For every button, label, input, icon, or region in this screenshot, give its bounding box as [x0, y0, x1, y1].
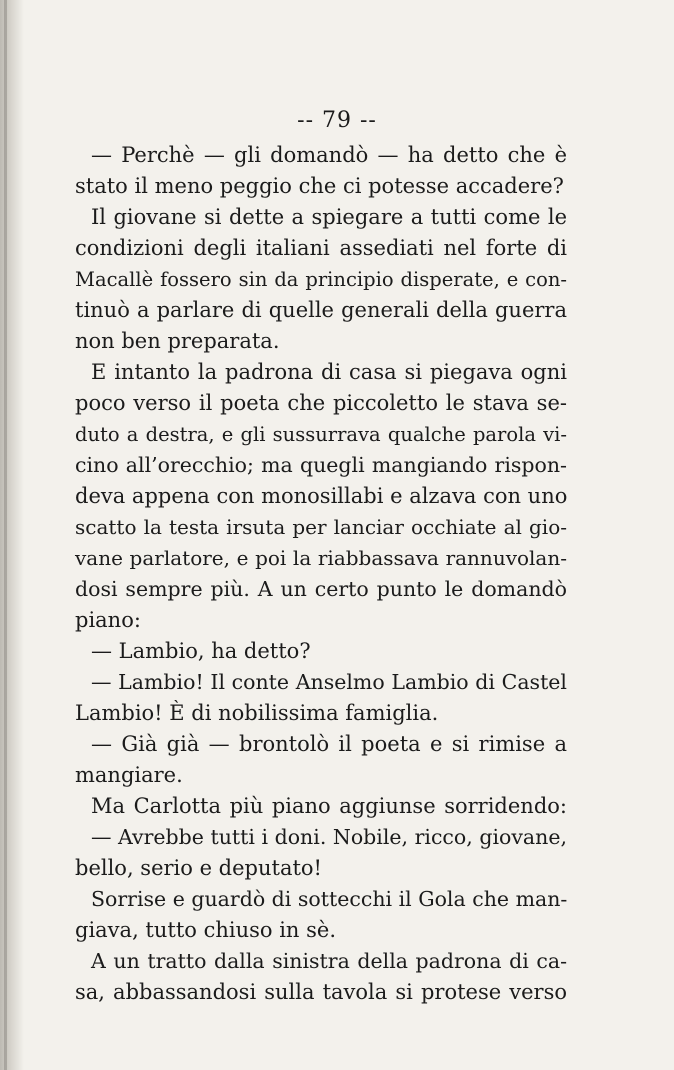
text-line: Ma Carlotta più piano aggiunse sorridendo: [91, 794, 567, 818]
text-line: — Lambio, ha detto? [91, 639, 311, 663]
text-line: — Già già — brontolò il poeta e si rimise a [91, 732, 567, 756]
text-line: dosi sempre più. A un certo punto le domandò [75, 577, 567, 601]
text-line: duto a destra, e gli sussurrava qualche parola vi- [75, 423, 567, 446]
text-line: A un tratto dalla sinistra della padrona di ca- [91, 949, 567, 973]
text-line: Il giovane si dette a spiegare a tutti come le [91, 205, 567, 229]
text-line: deva appena con monosillabi e alzava con uno [75, 484, 568, 508]
text-line: — Lambio! Il conte Anselmo Lambio di Castel [91, 670, 567, 694]
text-line: Sorrise e guardò di sottecchi il Gola che man- [91, 887, 568, 911]
text-line: giava, tutto chiuso in sè. [75, 918, 336, 942]
text-line: sa, abbassandosi sulla tavola si protese verso [75, 980, 567, 1004]
text-line: stato il meno peggio che ci potesse accadere? [75, 174, 564, 198]
body-text [75, 140, 567, 1008]
text-line: Lambio! È di nobilissima famiglia. [75, 701, 439, 725]
text-line: scatto la testa irsuta per lanciar occhiate al gio- [75, 515, 567, 539]
text-line: poco verso il poeta che piccoletto le stava se- [75, 391, 567, 415]
text-line: condizioni degli italiani assediati nel forte di [75, 236, 567, 260]
text-line: — Avrebbe tutti i doni. Nobile, ricco, giovane, [91, 825, 567, 849]
text-line: vane parlatore, e poi la riabbassava rannuvolan- [75, 546, 567, 570]
page-number: -- 79 -- [297, 108, 377, 133]
text-line: tinuò a parlare di quelle generali della guerra [75, 298, 567, 322]
text-line: cino all’orecchio; ma quegli mangiando rispon- [75, 453, 567, 477]
text-line: non ben preparata. [75, 329, 280, 353]
text-line: E intanto la padrona di casa si piegava ogni [91, 360, 567, 384]
text-line: — Perchè — gli domandò — ha detto che è [91, 143, 567, 167]
text-line: mangiare. [75, 763, 183, 787]
book-binding-edge [4, 0, 7, 1070]
text-line: piano: [75, 608, 141, 632]
text-line: bello, serio e deputato! [75, 856, 322, 880]
text-line: Macallè fossero sin da principio disperate, e con- [75, 268, 567, 291]
